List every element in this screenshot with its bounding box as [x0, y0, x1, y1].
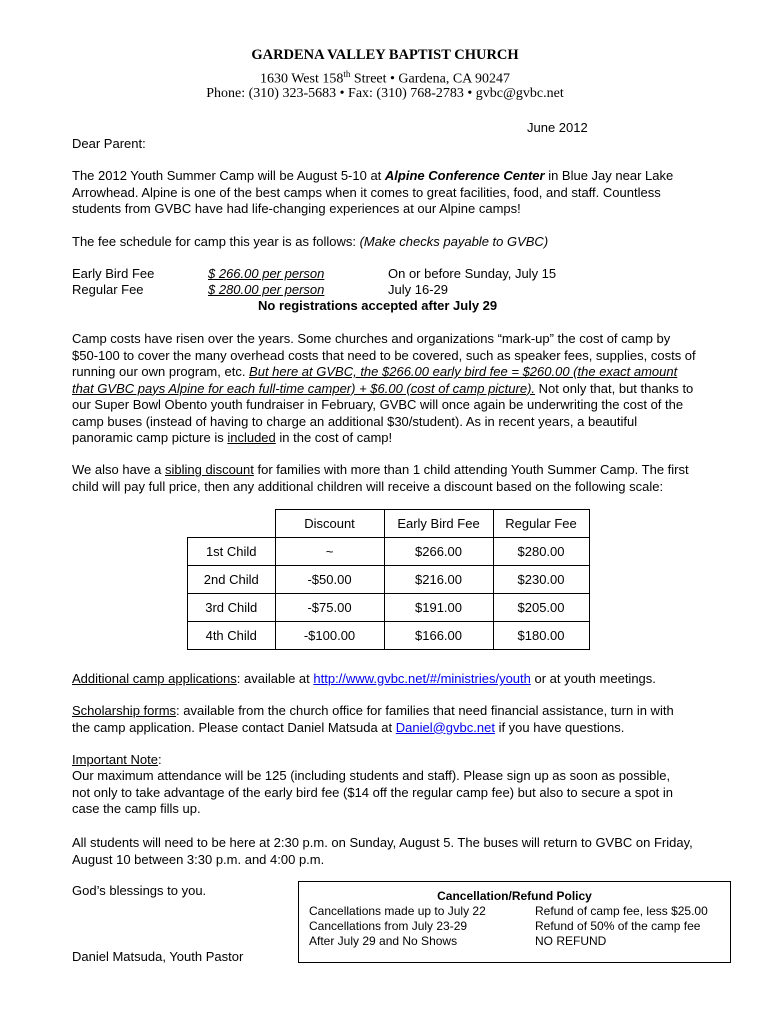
church-address: 1630 West 158th Street • Gardena, CA 90247: [259, 69, 511, 87]
early-fee-cell: $216.00: [384, 566, 493, 594]
letter-date: June 2012: [527, 120, 588, 135]
early-fee-cell: $166.00: [384, 622, 493, 650]
camp-costs-paragraph: Camp costs have risen over the years. Some churches and organizations “mark-up” the cost of camp by $50-100 to cover the many overhead costs that need to be covered, such as speaker fees, supplies, costs of running our own program, etc. But here at GVBC, the $266.00 early bird fee = $260.00 (the exact amount that GVBC pays Alpine for each full-time camper) + $6.00 (cost of camp picture). Not only that, but thanks to our Super Bowl Obento youth fundraiser in February, GVBC will once again be underwriting the cost of the camp buses (instead of having to charge an additional $30/student). As in recent years, a beautiful panoramic camp picture is included in the cost of camp!: [72, 331, 696, 445]
refund-policy-box: [298, 881, 731, 963]
fee-breakdown: But here at GVBC, the $266.00 early bird fee = $260.00 (the exact amount that GVBC pays Alpine for each full-time camper) + $6.00 (cost of camp picture).: [72, 364, 678, 396]
refund-amount: Refund of camp fee, less $25.00: [535, 904, 708, 918]
schedule-paragraph: All students will need to be here at 2:30 p.m. on Sunday, August 5. The buses will return to GVBC on Friday, August 10 between 3:30 p.m. and 4:00 p.m.: [72, 835, 693, 867]
fee-label: Early Bird Fee: [72, 266, 155, 281]
fee-deadline: On or before Sunday, July 15: [388, 266, 557, 281]
intro-paragraph: The 2012 Youth Summer Camp will be August 5-10 at Alpine Conference Center in Blue Jay near Lake Arrowhead. Alpine is one of the best camps when it comes to great facilities, food, and staff. Countless students from GVBC have had life-changing experiences at our Alpine camps!: [72, 168, 674, 216]
column-header: Regular Fee: [493, 510, 589, 538]
registration-deadline: No registrations accepted after July 29: [258, 298, 498, 313]
child-cell: 3rd Child: [188, 594, 276, 622]
discount-cell: -$100.00: [275, 622, 384, 650]
fee-label: Regular Fee: [72, 282, 144, 297]
refund-policy-title: Cancellation/Refund Policy: [437, 889, 592, 903]
table-header-row: [188, 510, 590, 538]
refund-amount: NO REFUND: [535, 934, 607, 948]
fee-amount: $ 280.00 per person: [208, 282, 325, 297]
venue-name: Alpine Conference Center: [384, 168, 545, 183]
important-note-text: Our maximum attendance will be 125 (including students and staff). Please sign up as soon as possible, not only to take advantage of the early bird fee ($14 off the regular camp fee) but also to secure a spot in case the camp fills up.: [72, 768, 674, 816]
fee-schedule-intro: The fee schedule for camp this year is as follows: (Make checks payable to GVBC): [72, 234, 549, 249]
discount-cell: -$75.00: [275, 594, 384, 622]
sibling-discount-paragraph: We also have a sibling discount for families with more than 1 child attending Youth Summer Camp. The first child will pay full price, then any additional children will receive a discount based on the following scale:: [72, 462, 689, 494]
table-row: [188, 594, 590, 622]
regular-fee-cell: $230.00: [493, 566, 589, 594]
closing: God’s blessings to you.: [72, 883, 207, 898]
discount-cell: ~: [275, 538, 384, 566]
column-header: Discount: [275, 510, 384, 538]
fee-deadline: July 16-29: [388, 282, 448, 297]
child-cell: 4th Child: [188, 622, 276, 650]
youth-ministry-link[interactable]: http://www.gvbc.net/#/ministries/youth: [313, 671, 531, 686]
early-fee-cell: $191.00: [384, 594, 493, 622]
scholarship-paragraph: Scholarship forms: available from the church office for families that need financial assistance, turn in with the camp application. Please contact Daniel Matsuda at Daniel@gvbc.net if you have questions.: [72, 703, 674, 735]
refund-when: Cancellations made up to July 22: [309, 904, 486, 918]
discount-cell: -$50.00: [275, 566, 384, 594]
early-fee-cell: $266.00: [384, 538, 493, 566]
fee-amount: $ 266.00 per person: [208, 266, 325, 281]
refund-amount: Refund of 50% of the camp fee: [535, 919, 701, 933]
child-cell: 2nd Child: [188, 566, 276, 594]
regular-fee-cell: $180.00: [493, 622, 589, 650]
checks-payable-note: (Make checks payable to GVBC): [359, 234, 549, 249]
important-note-heading: Important Note:: [72, 752, 162, 767]
church-name: GARDENA VALLEY BAPTIST CHURCH: [251, 47, 519, 63]
refund-when: Cancellations from July 23-29: [309, 919, 468, 933]
refund-when: After July 29 and No Shows: [309, 934, 458, 948]
table-row: [188, 538, 590, 566]
regular-fee-cell: $205.00: [493, 594, 589, 622]
sibling-discount-table: [187, 509, 590, 650]
salutation: Dear Parent:: [72, 136, 146, 151]
table-row: [188, 566, 590, 594]
church-contact: Phone: (310) 323-5683 • Fax: (310) 768-2783 • gvbc@gvbc.net: [206, 86, 564, 101]
child-cell: 1st Child: [188, 538, 276, 566]
signature: Daniel Matsuda, Youth Pastor: [72, 949, 244, 964]
applications-line: Additional camp applications: available at http://www.gvbc.net/#/ministries/youth or at youth meetings.: [72, 671, 656, 686]
column-header: Early Bird Fee: [384, 510, 493, 538]
regular-fee-cell: $280.00: [493, 538, 589, 566]
email-link[interactable]: Daniel@gvbc.net: [395, 719, 495, 735]
table-row: [188, 622, 590, 650]
